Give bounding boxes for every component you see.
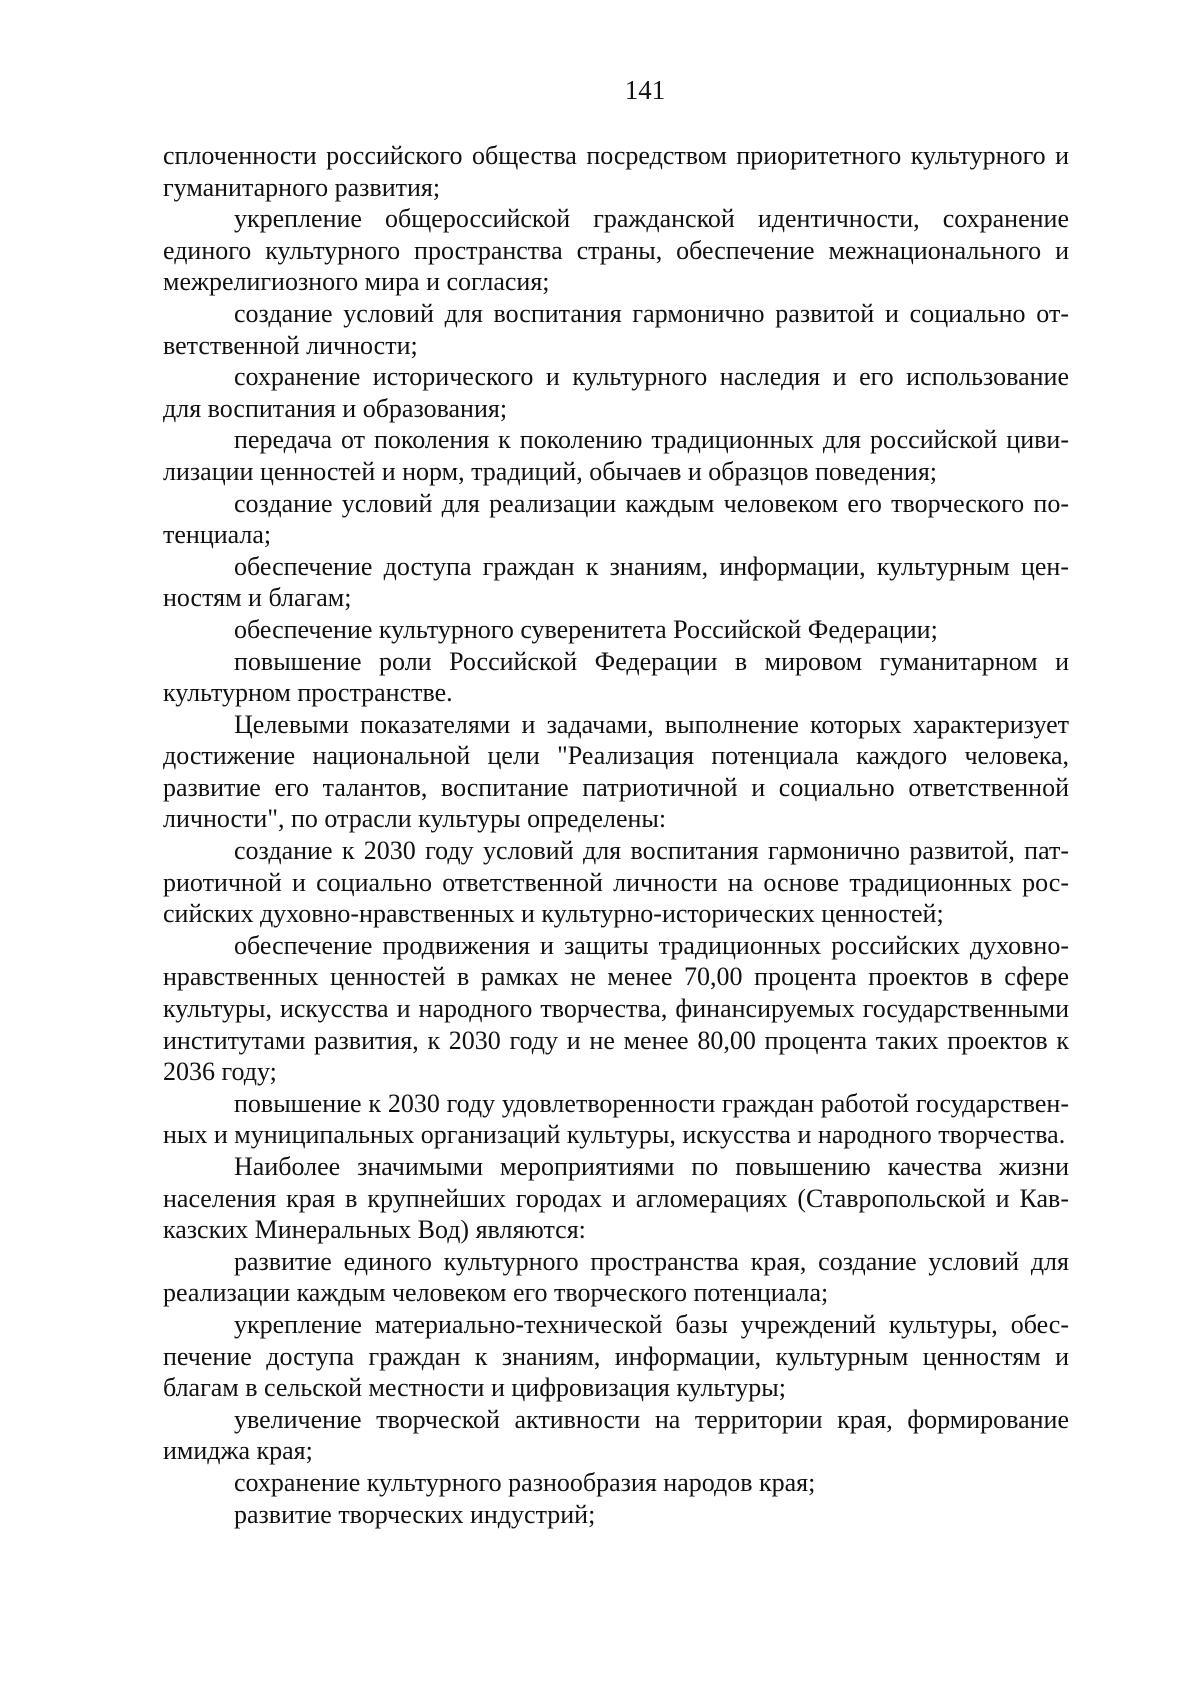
paragraph: развитие творческих индустрий;	[234, 1499, 596, 1529]
paragraph: развитие единого культурного пространства края, создание условий для реализации каждым человеком его творческого потенциала;	[163, 1246, 1069, 1308]
paragraph: сплоченности российского общества посредством приоритетного культурного и гуманитарного развития;	[163, 141, 1069, 202]
paragraph: укрепление общероссийской гражданской идентичности, сохранение единого культурного пространства страны, обеспечение межнационального и межрелигиозного мира и согласия;	[163, 204, 1069, 297]
document-body	[163, 140, 1069, 1530]
paragraph: передача от поколения к поколению традиционных для российской цивилизации ценностей и норм, традиций, обычаев и образцов поведения;	[163, 425, 1069, 486]
page-number: 141	[624, 75, 666, 105]
paragraph: повышение роли Российской Федерации в мировом гуманитарном и культурном пространстве.	[163, 646, 1069, 708]
paragraph: Целевыми показателями и задачами, выполнение которых характеризует достижение национальной цели "Реализация потенциала каждого человека, развитие его талантов, воспитание патриотичной и социально ответственной личности", по отрасли культуры определены:	[163, 709, 1069, 834]
paragraph: сохранение культурного разнообразия народов края;	[234, 1467, 816, 1497]
paragraph: укрепление материально-технической базы учреждений культуры, обеспечение доступа граждан к знаниям, информации, культурным ценностям и благам в сельской местности и цифровизация культуры;	[163, 1309, 1069, 1403]
paragraph: обеспечение доступа граждан к знаниям, информации, культурным ценностям и благам;	[163, 551, 1069, 613]
paragraph: повышение к 2030 году удовлетворенности граждан работой государственных и муниципальных организаций культуры, искусства и народного творчества.	[163, 1088, 1069, 1150]
paragraph: обеспечение культурного суверенитета Российской Федерации;	[234, 614, 938, 644]
paragraph: создание условий для реализации каждым человеком его творческого потенциала;	[163, 488, 1069, 550]
paragraph: создание условий для воспитания гармонично развитой и социально ответственной личности;	[163, 298, 1069, 360]
paragraph: обеспечение продвижения и защиты традиционных российских духовно-нравственных ценностей в рамках не менее 70,00 процента проектов в сфере культуры, искусства и народного творчества, финансируемых государственными институтами развития, к 2030 году и не менее 80,00 процента таких проектов к 2036 году;	[163, 930, 1069, 1087]
paragraph: Наиболее значимыми мероприятиями по повышению качества жизни населения края в крупнейших городах и агломерациях (Ставропольской и Кавказских Минеральных Вод) являются:	[163, 1152, 1069, 1245]
paragraph: создание к 2030 году условий для воспитания гармонично развитой, патриотичной и социально ответственной личности на основе традиционных российских духовно-нравственных и культурно-исторических ценностей;	[163, 836, 1069, 929]
paragraph: сохранение исторического и культурного наследия и его использование для воспитания и образования;	[163, 362, 1069, 423]
paragraph: увеличение творческой активности на территории края, формирование имиджа края;	[163, 1404, 1069, 1466]
